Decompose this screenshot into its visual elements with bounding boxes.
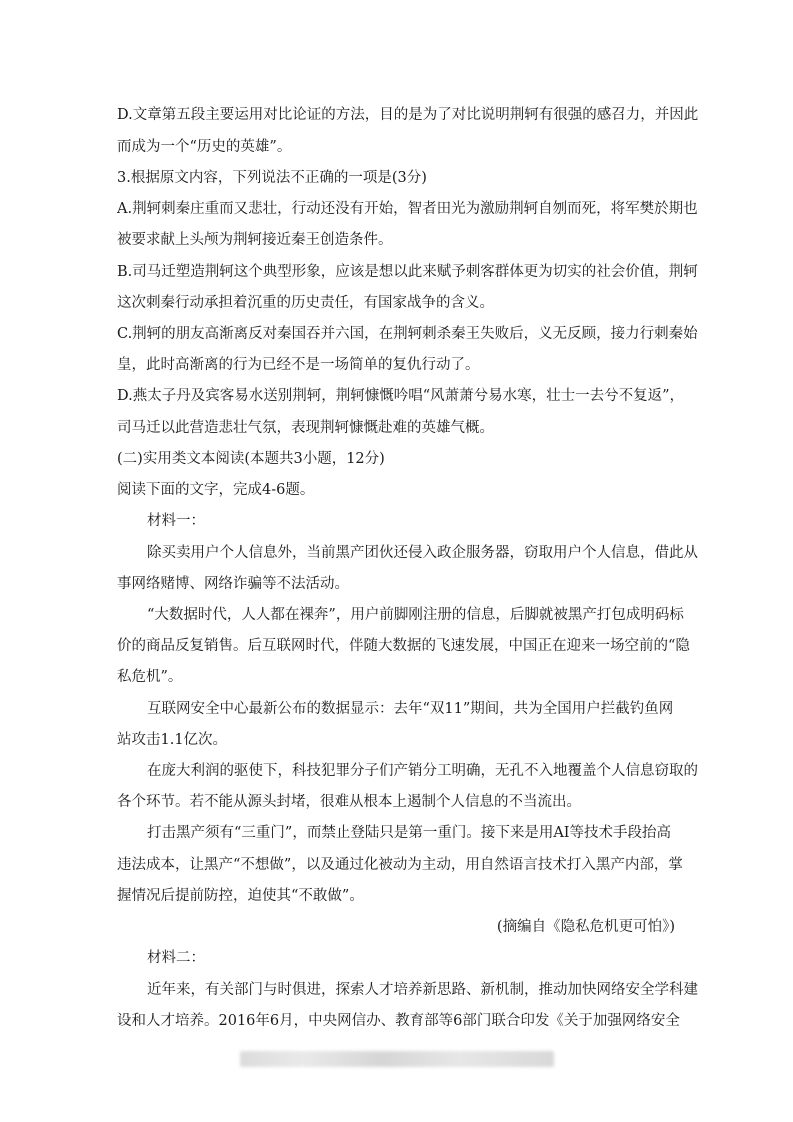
paragraph-2-line-1: “大数据时代，人人都在裸奔”，用户前脚刚注册的信息，后脚就被黑产打包成明码标	[147, 607, 684, 623]
option-b-line-2: 这次刺秦行动承担着沉重的历史责任，有国家战争的含义。	[117, 295, 494, 311]
question-3-stem: 3.根据原文内容，下列说法不正确的一项是(3分)	[117, 170, 427, 186]
blurred-watermark	[240, 1051, 554, 1067]
option-b-line-1: B.司马迁塑造荆轲这个典型形象，应该是想以此来赋予刺客群体更为切实的社会价值，荆轲	[117, 264, 698, 280]
paragraph-3-line-1: 互联网安全中心最新公布的数据显示：去年“双11”期间，共为全国用户拦截钓鱼网	[147, 701, 674, 717]
paragraph-5-line-2: 违法成本，让黑产“不想做”，以及通过化被动为主动，用自然语言技术打入黑产内部，掌	[117, 857, 683, 873]
source-citation: (摘编自《隐私危机更可怕》)	[496, 919, 675, 935]
option-c-line-2: 皇，此时高渐离的行为已经不是一场简单的复仇行动了。	[117, 357, 480, 373]
paragraph-4-line-1: 在庞大利润的驱使下，科技犯罪分子们产销分工明确，无孔不入地覆盖个人信息窃取的	[147, 763, 698, 779]
paragraph-6-line-2: 设和人才培养。2016年6月，中央网信办、教育部等6部门联合印发《关于加强网络安全	[117, 1013, 680, 1029]
option-a-line-1: A.荆轲刺秦庄重而又悲壮，行动还没有开始，智者田光为激励荆轲自刎而死，将军樊於期也	[117, 201, 698, 217]
paragraph-4-line-2: 各个环节。若不能从源头封堵，很难从根本上遏制个人信息的不当流出。	[117, 794, 581, 810]
option-a-line-2: 被要求献上头颅为荆轲接近秦王创造条件。	[117, 232, 393, 248]
paragraph-2-line-3: 私危机”。	[117, 669, 183, 685]
option-c-line-1: C.荆轲的朋友高渐离反对秦国吞并六国，在荆轲刺杀秦王失败后，义无反顾，接力行刺秦始	[117, 326, 698, 342]
paragraph-5-line-3: 握情况后提前防控，迫使其“不敢做”。	[117, 888, 364, 904]
option-d-line-2: 而成为一个“历史的英雄”。	[117, 139, 292, 155]
option-d2-line-2: 司马迁以此营造悲壮气氛，表现荆轲慷慨赴难的英雄气概。	[117, 420, 494, 436]
paragraph-5-line-1: 打击黑产须有“三重门”，而禁止登陆只是第一重门。接下来是用AI等技术手段抬高	[147, 825, 672, 841]
paragraph-6-line-1: 近年来，有关部门与时俱进，探索人才培养新思路、新机制，推动加快网络安全学科建	[147, 982, 698, 998]
section-heading: (二)实用类文本阅读(本题共3小题，12分)	[117, 451, 385, 467]
option-d-line-1: D.文章第五段主要运用对比论证的方法，目的是为了对比说明荆轲有很强的感召力，并因此	[117, 107, 699, 123]
paragraph-1-line-2: 事网络赌博、网络诈骗等不法活动。	[117, 576, 349, 592]
option-d2-line-1: D.燕太子丹及宾客易水送别荆轲，荆轲慷慨吟唱“风萧萧兮易水寒，壮士一去兮不复返”，	[117, 388, 685, 404]
material-1-label: 材料一：	[147, 513, 205, 529]
paragraph-3-line-2: 站攻击1.1亿次。	[117, 732, 228, 748]
instructions: 阅读下面的文字，完成4-6题。	[117, 482, 315, 498]
paragraph-2-line-2: 价的商品反复销售。后互联网时代，伴随大数据的飞速发展，中国正在迎来一场空前的“隐	[117, 638, 690, 654]
paragraph-1-line-1: 除买卖用户个人信息外，当前黑产团伙还侵入政企服务器，窃取用户个人信息，借此从	[147, 545, 698, 561]
material-2-label: 材料二：	[147, 950, 205, 966]
